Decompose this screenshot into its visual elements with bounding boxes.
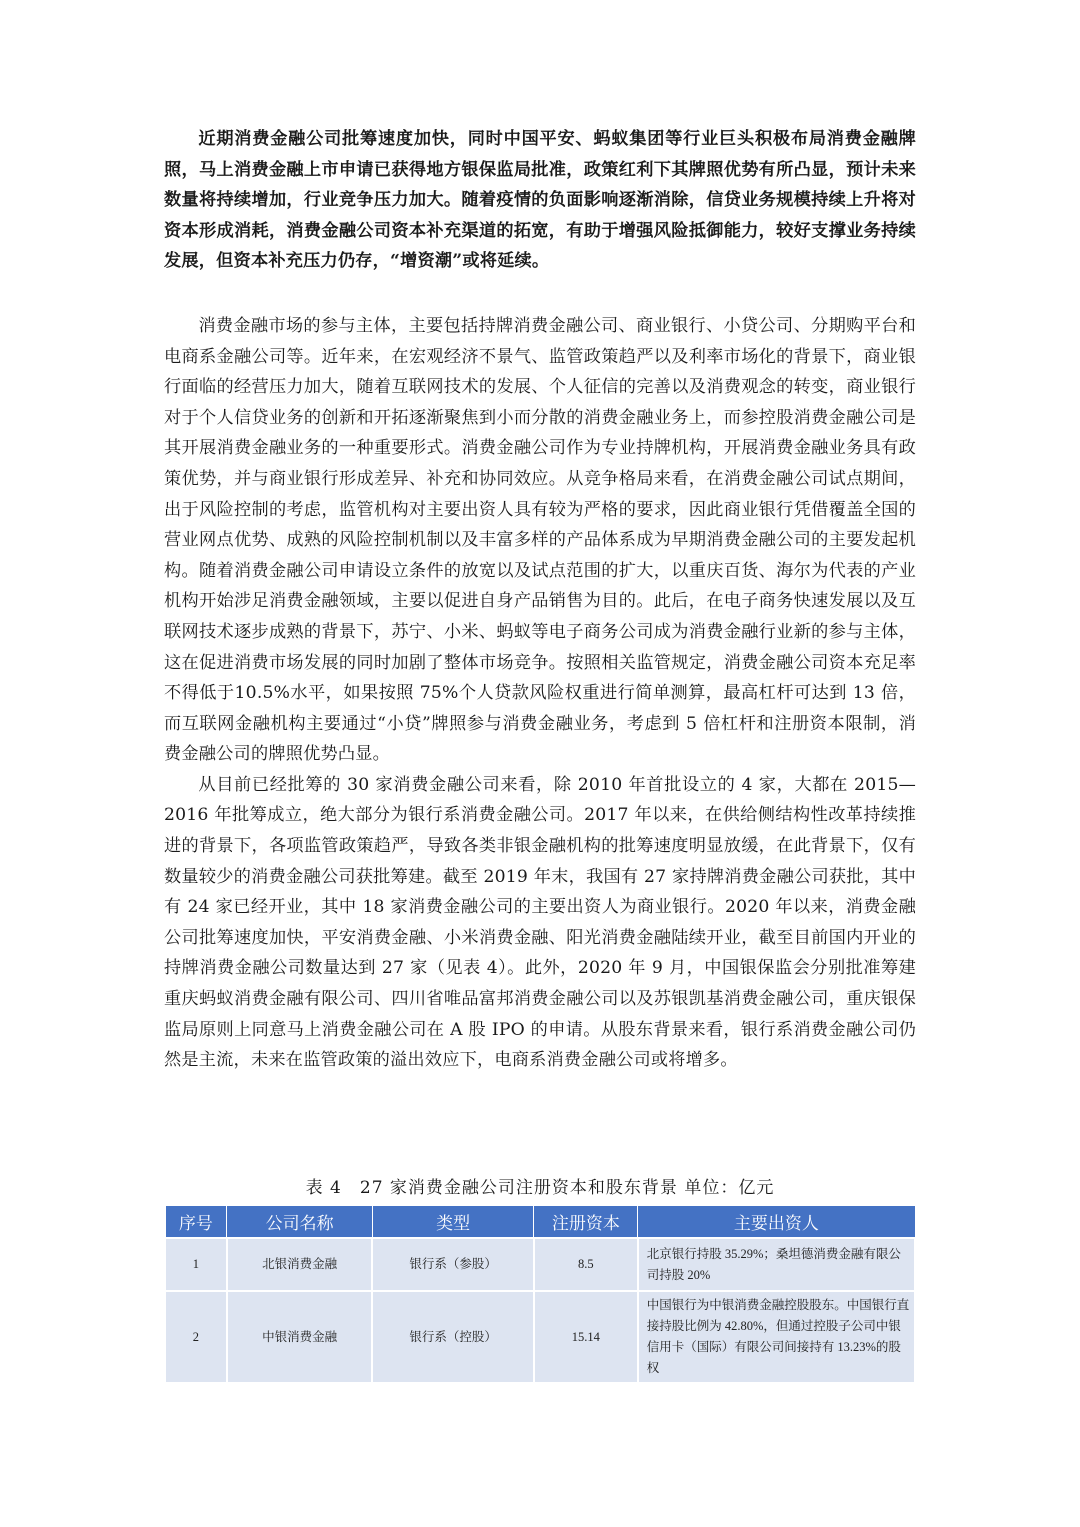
cell-main-investor: 中国银行为中银消费金融控股股东。中国银行直接持股比例为 42.80%，但通过控股子公司中银信用卡（国际）有限公司间接持有 13.23%的股权 — [638, 1291, 915, 1383]
cell-type: 银行系（控股） — [372, 1291, 534, 1383]
cell-main-investor: 北京银行持股 35.29%；桑坦德消费金融有限公司持股 20% — [638, 1238, 915, 1291]
table-row — [165, 1238, 915, 1291]
consumer-finance-table — [164, 1205, 916, 1384]
approval-history-paragraph: 从目前已经批筹的 30 家消费金融公司来看，除 2010 年首批设立的 4 家，大都在 2015—2016 年批筹成立，绝大部分为银行系消费金融公司。2017 年以来，在供给侧结构性改革持续推进的背景下，各项监管政策趋严，导致各类非银金融机构的批筹速度明显放缓，在此背景下，仅有数量较少的消费金融公司获批筹建。截至 2019 年末，我国有 27 家持牌消费金融公司获批，其中有 24 家已经开业，其中 18 家消费金融公司的主要出资人为商业银行。2020 年以来，消费金融公司批筹速度加快，平安消费金融、小米消费金融、阳光消费金融陆续开业，截至目前国内开业的持牌消费金融公司数量达到 27 家（见表 4）。此外，2020 年 9 月，中国银保监会分别批准筹建重庆蚂蚁消费金融有限公司、四川省唯品富邦消费金融公司以及苏银凯基消费金融公司，重庆银保监局原则上同意马上消费金融公司在 A 股 IPO 的申请。从股东背景来看，银行系消费金融公司仍然是主流，未来在监管政策的溢出效应下，电商系消费金融公司或将增多。 — [164, 774, 916, 1071]
cell-company-name: 北银消费金融 — [227, 1238, 373, 1291]
header-company-name: 公司名称 — [227, 1206, 373, 1239]
cell-type: 银行系（参股） — [372, 1238, 534, 1291]
document-body — [164, 124, 916, 1076]
cell-no: 2 — [165, 1291, 227, 1383]
summary-paragraph: 近期消费金融公司批筹速度加快，同时中国平安、蚂蚁集团等行业巨头积极布局消费金融牌照，马上消费金融上市申请已获得地方银保监局批准，政策红利下其牌照优势有所凸显，预计未来数量将持续增加，行业竞争压力加大。随着疫情的负面影响逐渐消除，信贷业务规模持续上升将对资本形成消耗，消费金融公司资本补充渠道的拓宽，有助于增强风险抵御能力，较好支撑业务持续发展，但资本补充压力仍存，“增资潮”或将延续。 — [164, 129, 916, 272]
cell-company-name: 中银消费金融 — [227, 1291, 373, 1383]
cell-registered-capital: 15.14 — [534, 1291, 638, 1383]
paragraph-gap — [164, 277, 916, 311]
cell-no: 1 — [165, 1238, 227, 1291]
table-caption: 表 4 27 家消费金融公司注册资本和股东背景 单位：亿元 — [305, 1178, 775, 1198]
table-row — [165, 1291, 915, 1383]
cell-registered-capital: 8.5 — [534, 1238, 638, 1291]
table-header-row — [165, 1206, 915, 1239]
header-main-investor: 主要出资人 — [638, 1206, 915, 1239]
header-no: 序号 — [165, 1206, 227, 1239]
market-participants-paragraph: 消费金融市场的参与主体，主要包括持牌消费金融公司、商业银行、小贷公司、分期购平台和电商系金融公司等。近年来，在宏观经济不景气、监管政策趋严以及利率市场化的背景下，商业银行面临的经营压力加大，随着互联网技术的发展、个人征信的完善以及消费观念的转变，商业银行对于个人信贷业务的创新和开拓逐渐聚焦到小而分散的消费金融业务上，而参控股消费金融公司是其开展消费金融业务的一种重要形式。消费金融公司作为专业持牌机构，开展消费金融业务具有政策优势，并与商业银行形成差异、补充和协同效应。从竞争格局来看，在消费金融公司试点期间，出于风险控制的考虑，监管机构对主要出资人具有较为严格的要求，因此商业银行凭借覆盖全国的营业网点优势、成熟的风险控制机制以及丰富多样的产品体系成为早期消费金融公司的主要发起机构。随着消费金融公司申请设立条件的放宽以及试点范围的扩大，以重庆百货、海尔为代表的产业机构开始涉足消费金融领域，主要以促进自身产品销售为目的。此后，在电子商务快速发展以及互联网技术逐步成熟的背景下，苏宁、小米、蚂蚁等电子商务公司成为消费金融行业新的参与主体，这在促进消费市场发展的同时加剧了整体市场竞争。按照相关监管规定，消费金融公司资本充足率不得低于10.5%水平，如果按照 75%个人贷款风险权重进行简单测算，最高杠杆可达到 13 倍，而互联网金融机构主要通过“小贷”牌照参与消费金融业务，考虑到 5 倍杠杆和注册资本限制，消费金融公司的牌照优势凸显。 — [164, 315, 916, 765]
header-registered-capital: 注册资本 — [534, 1206, 638, 1239]
header-type: 类型 — [372, 1206, 534, 1239]
